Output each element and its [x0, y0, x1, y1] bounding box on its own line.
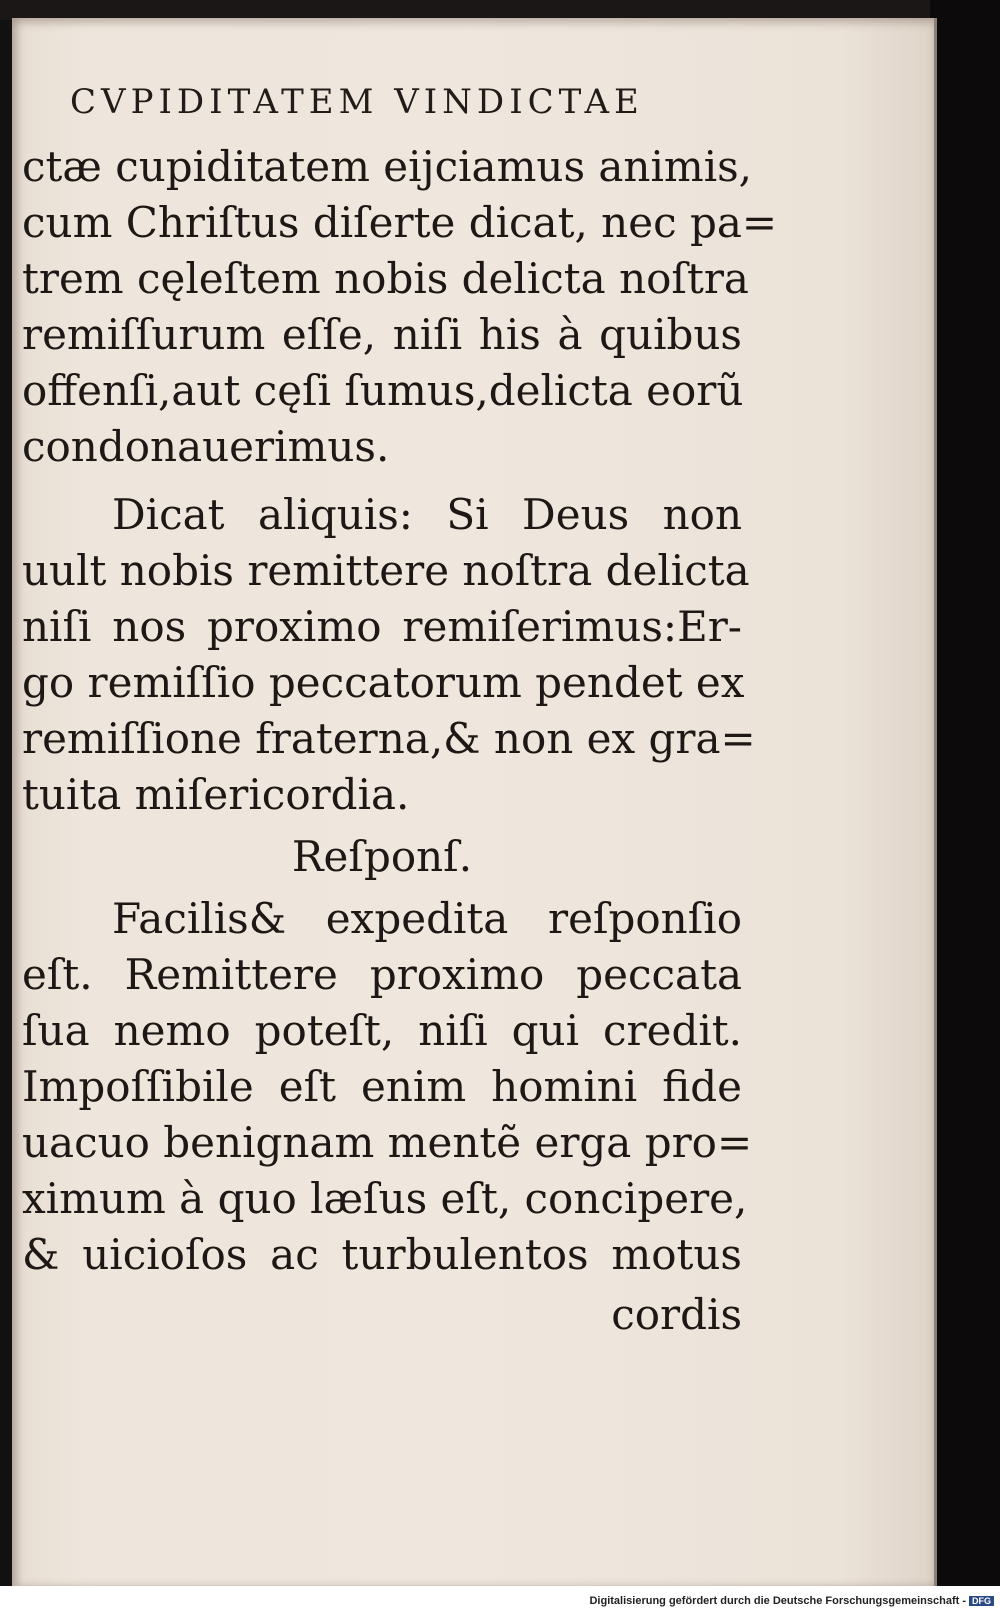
digitization-credit — [589, 1595, 994, 1607]
text-line-7: Dicat aliquis: Si Deus non — [112, 490, 742, 539]
credit-text: Digitalisierung gefördert durch die Deutsche Forschungsgemeinschaft - — [589, 1595, 966, 1607]
text-line-8: uult nobis remittere noſtra delicta — [22, 546, 750, 595]
catchword: cordis — [611, 1290, 742, 1339]
text-line-18: uacuo benignam mentẽ erga pro= — [22, 1118, 753, 1167]
text-line-6: condonauerimus. — [22, 422, 390, 471]
text-line-9: niſi nos proximo remiſerimus:Er- — [22, 602, 742, 651]
text-line-2: cum Chriſtus diſerte dicat, nec pa= — [22, 198, 778, 247]
text-line-4: remiſſurum eſſe, niſi his à quibus — [22, 310, 742, 359]
running-head: CVPIDITATEM VINDICTAE — [70, 82, 644, 122]
text-line-16: ſua nemo poteſt, niſi qui credit. — [22, 1006, 742, 1055]
text-line-10: go remiſſio peccatorum pendet ex — [22, 658, 745, 707]
text-line-19: ximum à quo læſus eſt, concipere, — [22, 1174, 748, 1223]
text-line-15: eſt. Remittere proximo peccata — [22, 950, 742, 999]
text-line-20: & uicioſos ac turbulentos motus — [22, 1230, 742, 1279]
text-line-14: Facilis& expedita reſponſio — [112, 894, 742, 943]
text-line-12: tuita miſericordia. — [22, 770, 410, 819]
text-line-5: offenſi,aut cęſi ſumus,delicta eorũ — [22, 366, 744, 415]
section-heading: Reſponſ. — [291, 832, 473, 881]
text-line-17: Impoſſibile eſt enim homini fide — [22, 1062, 742, 1111]
right-dark-edge — [930, 0, 1000, 1614]
dfg-logo: DFG — [969, 1596, 994, 1606]
text-line-11: remiſſione fraterna,& non ex gra= — [22, 714, 756, 763]
text-line-1: ctæ cupiditatem eijciamus animis, — [22, 142, 753, 191]
text-line-3: trem cęleſtem nobis delicta noſtra — [22, 254, 749, 303]
top-dark-strip — [0, 0, 1000, 20]
